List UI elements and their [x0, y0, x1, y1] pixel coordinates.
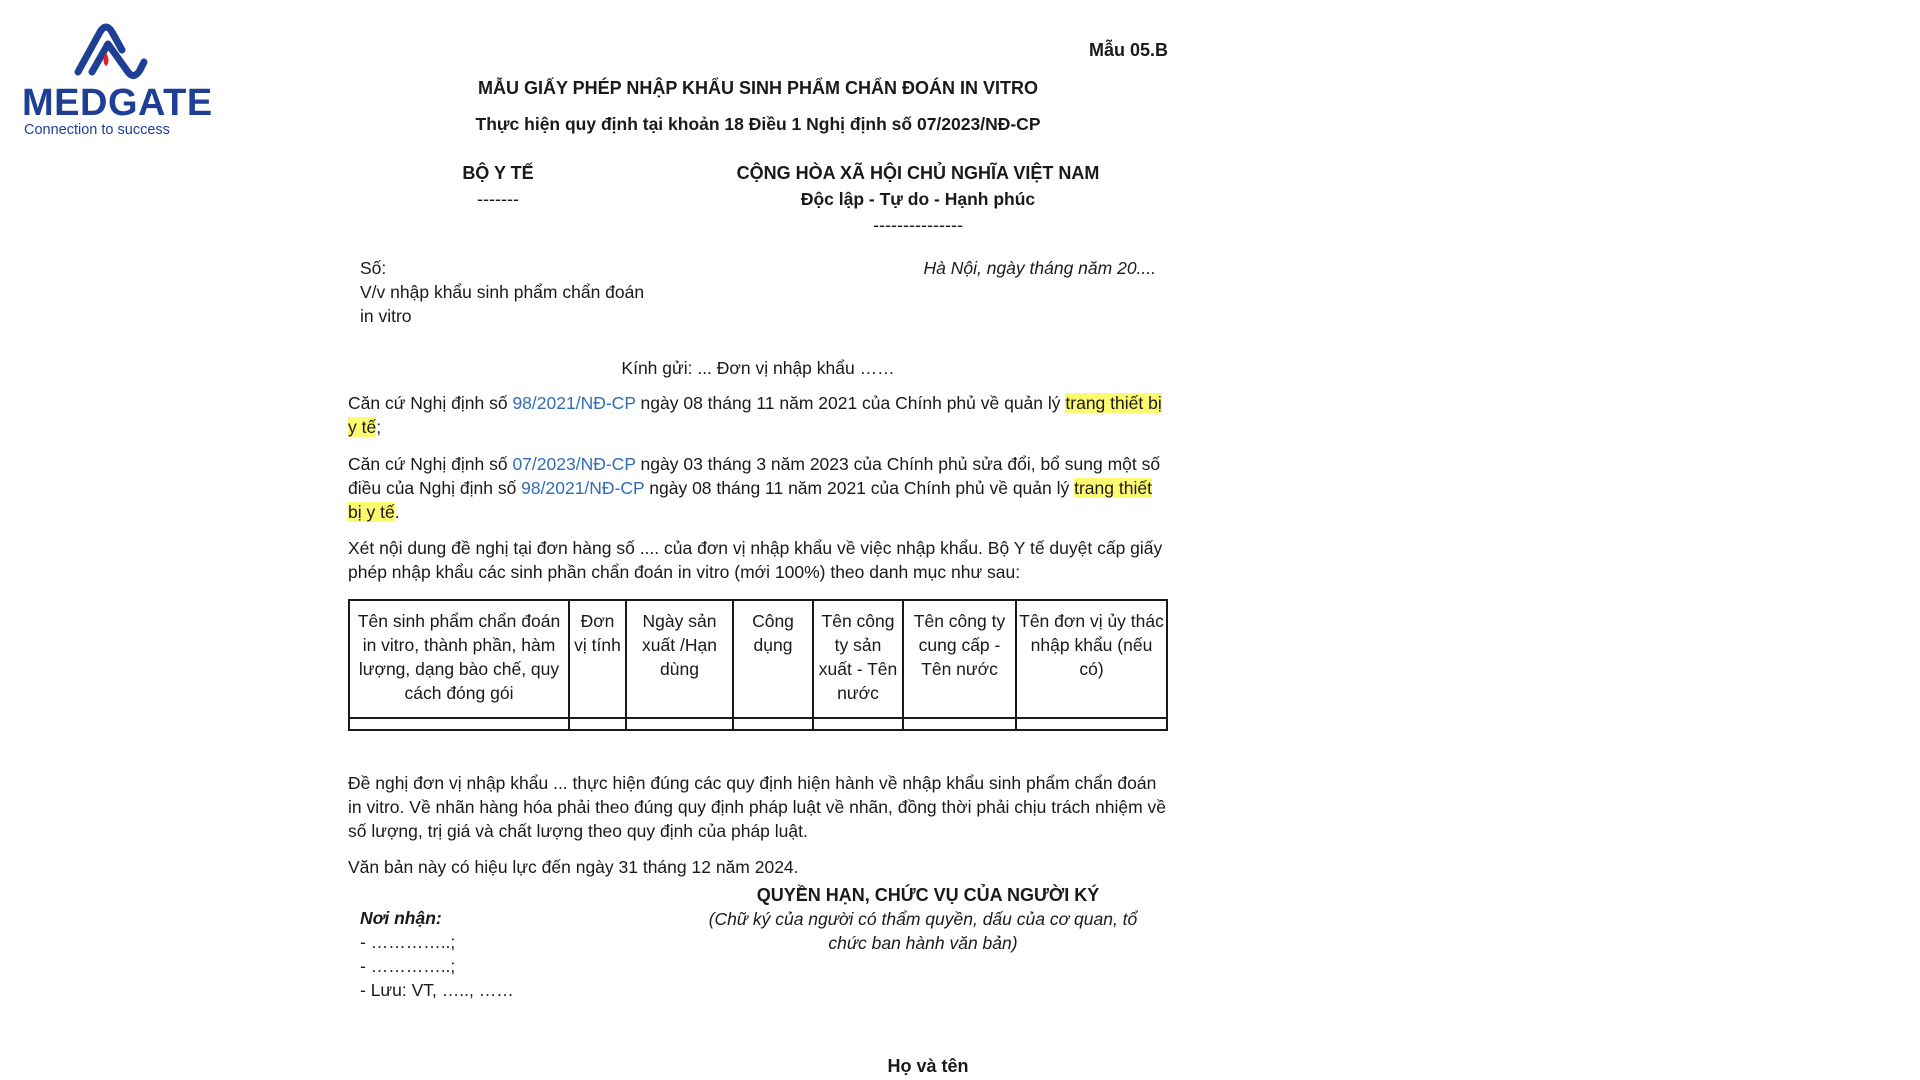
table-cell	[626, 718, 733, 730]
decree-98-link[interactable]: 98/2021/NĐ-CP	[512, 393, 636, 413]
legal-basis-2-text-c: ngày 08 tháng 11 năm 2021 của Chính phủ về quản lý	[644, 478, 1075, 498]
legal-basis-2-text-a: Căn cứ Nghị định số	[348, 454, 513, 474]
col-unit: Đơn vị tính	[569, 600, 626, 718]
medgate-logo-mark-icon	[70, 18, 150, 82]
col-product-name: Tên sinh phẩm chẩn đoán in vitro, thành phần, hàm lượng, dạng bào chế, quy cách đóng gói	[349, 600, 569, 718]
agency-divider: -------	[477, 189, 519, 209]
issuing-agency	[438, 160, 558, 212]
legal-basis-2	[348, 452, 1168, 524]
legal-basis-1-text-a: Căn cứ Nghị định số	[348, 393, 513, 413]
validity-statement: Văn bản này có hiệu lực đến ngày 31 tháng 12 năm 2024.	[348, 857, 799, 877]
decree-07-link[interactable]: 07/2023/NĐ-CP	[512, 454, 636, 474]
importer-obligations: Đề nghị đơn vị nhập khẩu ... thực hiện đúng các quy định hiện hành về nhập khẩu sinh phẩm chẩn đoán in vitro. Về nhãn hàng hóa phải theo đúng quy định pháp luật về nhãn, đồng thời phải chịu trách nhiệm về số lượng, trị giá và chất lượng theo quy định của pháp luật.	[348, 773, 1167, 841]
receivers-block	[360, 906, 660, 1002]
legal-basis-2-text-d: .	[394, 502, 400, 522]
document-subtitle: Thực hiện quy định tại khoản 18 Điều 1 Nghị định số 07/2023/NĐ-CP	[475, 114, 1041, 134]
document-subject: V/v nhập khẩu sinh phẩm chẩn đoán in vitro	[360, 282, 645, 326]
legal-basis-1	[348, 391, 1168, 439]
approval-statement: Xét nội dung đề nghị tại đơn hàng số .... của đơn vị nhập khẩu về việc nhập khẩu. Bộ Y tế duyệt cấp giấy phép nhập khẩu các sinh phần chẩn đoán in vitro (mới 100%) theo danh mục như sau:	[348, 538, 1163, 582]
recipient-line: Kính gửi: ... Đơn vị nhập khẩu ……	[621, 358, 895, 378]
table-cell	[1016, 718, 1167, 730]
national-motto: Độc lập - Tự do - Hạnh phúc	[800, 189, 1036, 209]
logo-wordmark: MEDGATE	[22, 82, 213, 124]
motto-divider: ---------------	[873, 215, 963, 235]
table-cell	[813, 718, 903, 730]
signer-title: QUYỀN HẠN, CHỨC VỤ CỦA NGƯỜI KÝ	[756, 885, 1100, 905]
table-cell	[349, 718, 569, 730]
agency-name: BỘ Y TẾ	[462, 163, 534, 183]
decree-98-link-2[interactable]: 98/2021/NĐ-CP	[521, 478, 645, 498]
table-row	[349, 718, 1167, 730]
national-header	[708, 160, 1128, 238]
legal-basis-1-text-c: ;	[376, 417, 382, 437]
place-date: Hà Nội, ngày tháng năm 20....	[923, 258, 1156, 278]
col-usage: Công dụng	[733, 600, 813, 718]
table-cell	[569, 718, 626, 730]
signer-note: (Chữ ký của người có thẩm quyền, dấu của cơ quan, tổ chức ban hành văn bản)	[708, 909, 1138, 953]
import-list-table	[348, 599, 1168, 731]
highlight-medical-equipment: trang thiết bị y tế	[348, 393, 1162, 437]
highlight-medical-equipment-2: trang thiết bị y tế	[348, 478, 1152, 522]
legal-basis-1-text-b: ngày 08 tháng 11 năm 2021 của Chính phủ về quản lý	[635, 393, 1066, 413]
nation-name: CỘNG HÒA XÃ HỘI CHỦ NGHĨA VIỆT NAM	[736, 163, 1100, 183]
table-header-row	[349, 600, 1167, 718]
receiver-item: - …………..;	[360, 956, 456, 976]
document-reference	[360, 256, 660, 328]
table-cell	[903, 718, 1016, 730]
signer-full-name: Họ và tên	[887, 1056, 969, 1076]
col-manufacturer: Tên công ty sản xuất - Tên nước	[813, 600, 903, 718]
col-supplier: Tên công ty cung cấp - Tên nước	[903, 600, 1016, 718]
receiver-item: - Lưu: VT, ….., ……	[360, 980, 514, 1000]
number-label: Số:	[360, 258, 387, 278]
table-cell	[733, 718, 813, 730]
form-number: Mẫu 05.B	[1088, 40, 1168, 60]
legal-basis-2-text-b: ngày 03 tháng 3 năm 2023 của Chính phủ sửa đổi, bổ sung một số điều của Nghị định số	[348, 454, 1161, 498]
document-title: MẪU GIẤY PHÉP NHẬP KHẨU SINH PHẨM CHẨN ĐOÁN IN VITRO	[477, 78, 1039, 98]
col-mfg-expiry: Ngày sản xuất /Hạn dùng	[626, 600, 733, 718]
logo-tagline: Connection to success	[24, 122, 170, 138]
medgate-logo[interactable]	[22, 18, 213, 138]
receiver-item: - …………..;	[360, 932, 456, 952]
col-entrusting-importer: Tên đơn vị ủy thác nhập khẩu (nếu có)	[1016, 600, 1167, 718]
receivers-heading: Nơi nhận:	[360, 908, 442, 928]
